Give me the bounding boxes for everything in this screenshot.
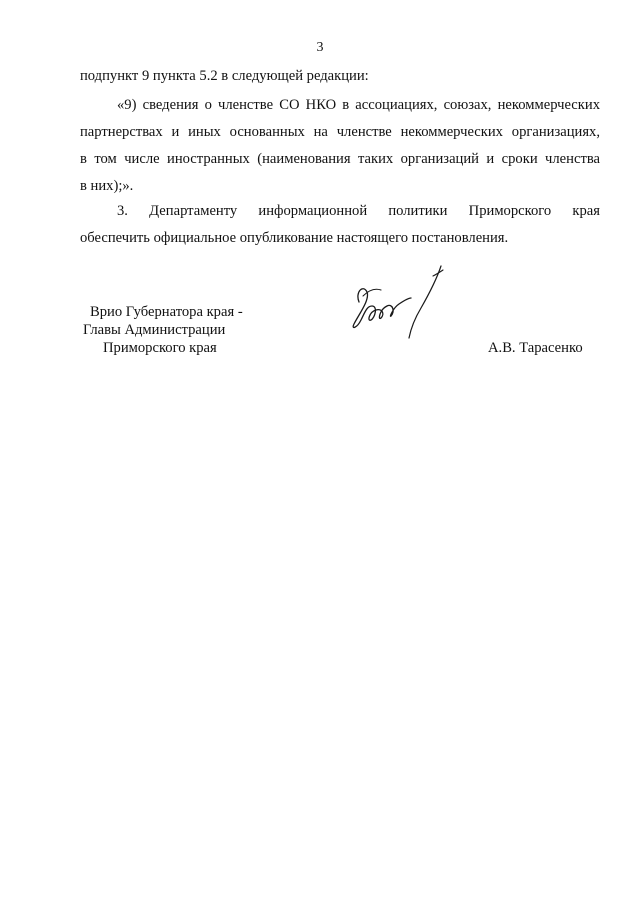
signatory-title-line: Врио Губернатора края - [90,304,243,320]
handwritten-signature-icon [345,262,455,346]
signatory-title-line: Приморского края [103,340,217,356]
signatory-name: А.В. Тарасенко [488,340,583,356]
quote-line: в том числе иностранных (наименования таких организаций и сроки членства [80,151,600,167]
item-3-line: обеспечить официальное опубликование настоящего постановления. [80,230,509,246]
item-3-line: 3. Департаменту информационной политики Приморского края [117,203,600,219]
signatory-title-line: Главы Администрации [83,322,226,338]
quote-line: партнерствах и иных основанных на членстве некоммерческих организациях, [80,124,600,140]
quote-line: в них);». [80,178,134,194]
quote-line: «9) сведения о членстве СО НКО в ассоциациях, союзах, некоммерческих [117,97,600,113]
paragraph-line: подпункт 9 пункта 5.2 в следующей редакции: [80,68,369,84]
page-number: 3 [316,40,324,55]
